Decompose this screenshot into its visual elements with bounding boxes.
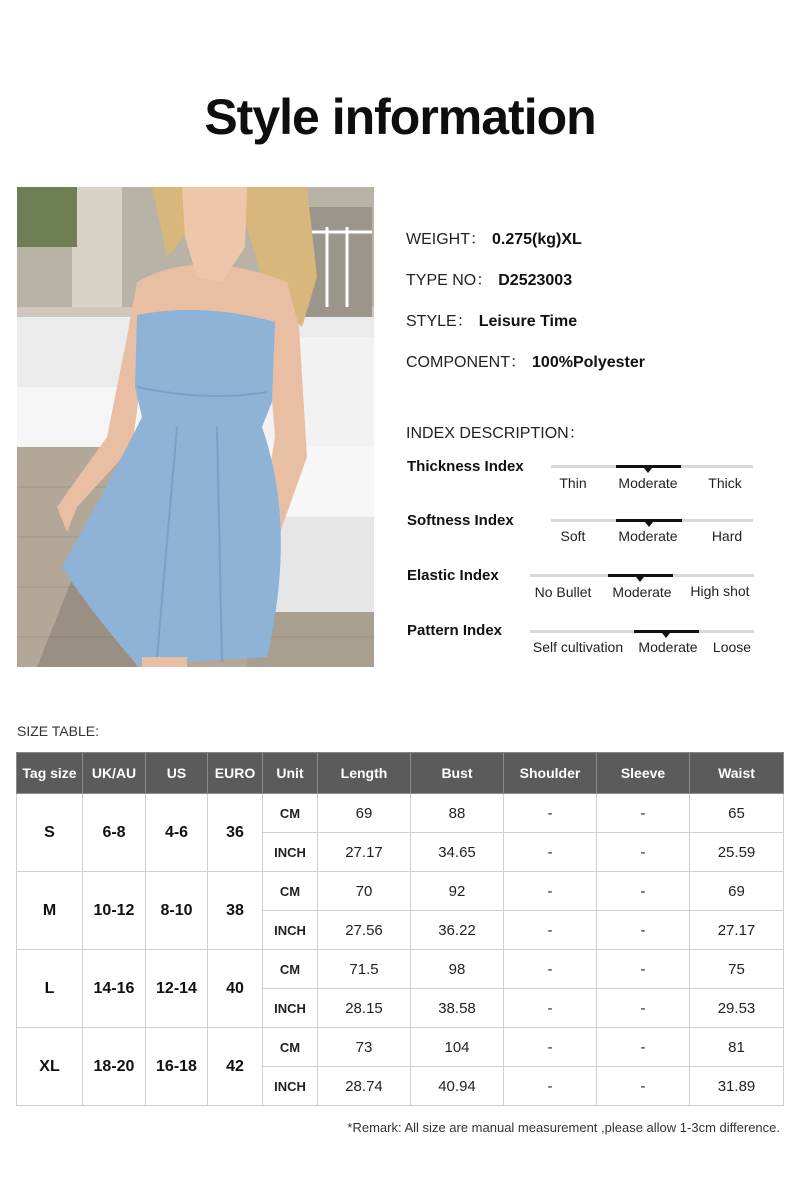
header-length: Length [318, 753, 411, 794]
spec-style-label: STYLE： [406, 313, 473, 330]
pattern-index-left: Self cultivation [532, 639, 624, 655]
cell-shoulder: - [504, 872, 597, 911]
cell-bust: 38.58 [411, 989, 504, 1028]
cell-bust: 98 [411, 950, 504, 989]
spec-weight-value: 0.275(kg)XL [492, 231, 582, 248]
cell-uk-au: 10-12 [83, 872, 146, 950]
cell-length: 73 [318, 1028, 411, 1067]
cell-bust: 36.22 [411, 911, 504, 950]
cell-waist: 29.53 [690, 989, 784, 1028]
cell-sleeve: - [597, 911, 690, 950]
cell-unit: CM [263, 872, 318, 911]
cell-shoulder: - [504, 911, 597, 950]
cell-euro: 38 [208, 872, 263, 950]
header-sleeve: Sleeve [597, 753, 690, 794]
spec-type-no-value: D2523003 [498, 272, 573, 289]
cell-sleeve: - [597, 872, 690, 911]
cell-waist: 69 [690, 872, 784, 911]
cell-bust: 104 [411, 1028, 504, 1067]
spec-component-value: 100%Polyester [532, 354, 645, 371]
elastic-index-middle: Moderate [612, 584, 672, 600]
cell-uk-au: 6-8 [83, 794, 146, 872]
cell-unit: INCH [263, 1067, 318, 1106]
cell-length: 70 [318, 872, 411, 911]
cell-sleeve: - [597, 1028, 690, 1067]
elastic-index-title: Elastic Index [407, 567, 499, 584]
softness-index-pointer [645, 522, 653, 527]
thickness-index-middle: Moderate [618, 475, 678, 491]
size-table [16, 752, 784, 1106]
elastic-index-left: No Bullet [534, 584, 592, 600]
cell-sleeve: - [597, 989, 690, 1028]
cell-us: 8-10 [146, 872, 208, 950]
cell-unit: INCH [263, 911, 318, 950]
cell-length: 27.56 [318, 911, 411, 950]
spec-style [406, 308, 577, 331]
cell-length: 28.15 [318, 989, 411, 1028]
cell-tag-size: M [17, 872, 83, 950]
cell-euro: 40 [208, 950, 263, 1028]
thickness-index-right: Thick [708, 475, 742, 491]
cell-uk-au: 14-16 [83, 950, 146, 1028]
spec-component [406, 349, 645, 372]
spec-weight-label: WEIGHT： [406, 231, 486, 248]
cell-tag-size: S [17, 794, 83, 872]
cell-length: 71.5 [318, 950, 411, 989]
size-table-label: SIZE TABLE: [17, 723, 99, 739]
pattern-index-right: Loose [712, 639, 752, 655]
softness-index-middle: Moderate [618, 528, 678, 544]
cell-tag-size: L [17, 950, 83, 1028]
cell-unit: CM [263, 794, 318, 833]
cell-us: 4-6 [146, 794, 208, 872]
cell-tag-size: XL [17, 1028, 83, 1106]
pattern-index-title: Pattern Index [407, 622, 503, 639]
cell-sleeve: - [597, 794, 690, 833]
spec-type-no-label: TYPE NO： [406, 272, 493, 289]
cell-waist: 75 [690, 950, 784, 989]
cell-bust: 40.94 [411, 1067, 504, 1106]
cell-unit: INCH [263, 833, 318, 872]
cell-shoulder: - [504, 989, 597, 1028]
header-euro: EURO [208, 753, 263, 794]
cell-waist: 31.89 [690, 1067, 784, 1106]
cell-euro: 42 [208, 1028, 263, 1106]
table-row [17, 794, 784, 833]
cell-shoulder: - [504, 950, 597, 989]
header-bust: Bust [411, 753, 504, 794]
spec-weight [406, 226, 582, 249]
thickness-index-pointer [644, 468, 652, 473]
softness-index-left: Soft [560, 528, 586, 544]
header-waist: Waist [690, 753, 784, 794]
spec-component-label: COMPONENT： [406, 354, 527, 371]
cell-waist: 81 [690, 1028, 784, 1067]
cell-sleeve: - [597, 1067, 690, 1106]
elastic-index-right: High shot [690, 583, 750, 599]
header-tag-size: Tag size [17, 753, 83, 794]
pattern-index-pointer [662, 633, 670, 638]
table-row [17, 1028, 784, 1067]
softness-index-title: Softness Index [407, 512, 514, 529]
cell-waist: 27.17 [690, 911, 784, 950]
cell-unit: CM [263, 1028, 318, 1067]
cell-bust: 34.65 [411, 833, 504, 872]
cell-sleeve: - [597, 950, 690, 989]
remark-note: *Remark: All size are manual measurement ,please allow 1-3cm difference. [347, 1120, 780, 1135]
product-photo [17, 187, 374, 667]
cell-waist: 65 [690, 794, 784, 833]
cell-shoulder: - [504, 1067, 597, 1106]
cell-length: 69 [318, 794, 411, 833]
spec-type-no [406, 267, 572, 290]
cell-us: 12-14 [146, 950, 208, 1028]
spec-style-value: Leisure Time [478, 313, 578, 330]
cell-unit: INCH [263, 989, 318, 1028]
pattern-index-middle: Moderate [638, 639, 698, 655]
cell-bust: 88 [411, 794, 504, 833]
elastic-index-pointer [636, 577, 644, 582]
thickness-index-left: Thin [559, 475, 587, 491]
cell-waist: 25.59 [690, 833, 784, 872]
cell-shoulder: - [504, 1028, 597, 1067]
size-table-header-row [17, 753, 784, 794]
header-us: US [146, 753, 208, 794]
table-row [17, 872, 784, 911]
header-unit: Unit [263, 753, 318, 794]
softness-index-right: Hard [711, 528, 743, 544]
header-shoulder: Shoulder [504, 753, 597, 794]
cell-shoulder: - [504, 794, 597, 833]
cell-uk-au: 18-20 [83, 1028, 146, 1106]
table-row [17, 950, 784, 989]
cell-us: 16-18 [146, 1028, 208, 1106]
cell-bust: 92 [411, 872, 504, 911]
header-uk-au: UK/AU [83, 753, 146, 794]
cell-length: 27.17 [318, 833, 411, 872]
page-title: Style information [204, 89, 596, 145]
cell-euro: 36 [208, 794, 263, 872]
index-description-label: INDEX DESCRIPTION： [406, 425, 585, 442]
cell-unit: CM [263, 950, 318, 989]
cell-shoulder: - [504, 833, 597, 872]
thickness-index-title: Thickness Index [407, 458, 524, 475]
cell-length: 28.74 [318, 1067, 411, 1106]
cell-sleeve: - [597, 833, 690, 872]
